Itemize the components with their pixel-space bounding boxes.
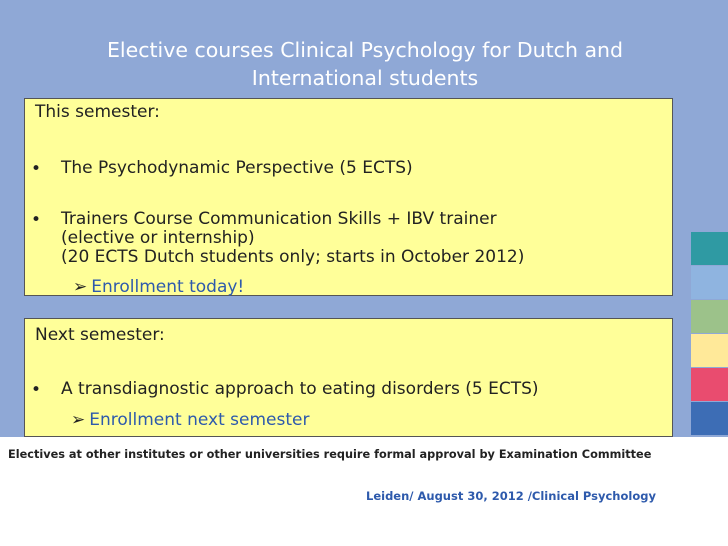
title-line-2: International students [251,66,479,90]
color-bar [691,368,728,401]
course-trainers-line-2: (elective or internship) [61,228,255,248]
course-trainers-line-1: Trainers Course Communication Skills + IBV trainer [61,209,497,229]
bullet-dot-icon: • [31,210,42,230]
enrollment-next-link[interactable]: Enrollment next semester [89,410,310,430]
footnote: Electives at other institutes or other universities require formal approval by Examination Committee [8,448,652,461]
this-semester-box [24,98,673,296]
title-line-1: Elective courses Clinical Psychology for Dutch and [106,38,624,62]
enrollment-today-item [73,277,244,297]
arrow-bullet-icon: ➢ [73,277,88,297]
slide-title [20,36,710,92]
enrollment-today-link[interactable]: Enrollment today! [91,277,245,297]
footer-credit: Leiden/ August 30, 2012 /Clinical Psychology [366,489,656,503]
course-eating-disorders: A transdiagnostic approach to eating disorders (5 ECTS) [61,379,539,399]
course-trainers-line-3: (20 ECTS Dutch students only; starts in October 2012) [61,247,525,267]
bullet-dot-icon: • [31,380,42,400]
this-semester-heading: This semester: [35,102,160,122]
color-bar [691,402,728,435]
enrollment-next-item [71,410,309,430]
next-semester-heading: Next semester: [35,325,165,345]
course-psychodynamic: The Psychodynamic Perspective (5 ECTS) [61,158,413,178]
arrow-bullet-icon: ➢ [71,410,86,430]
bullet-dot-icon: • [31,159,42,179]
next-semester-box [24,318,673,437]
color-bar [691,334,728,367]
color-bar [691,300,728,333]
color-bar [691,266,728,299]
decorative-color-bars [691,232,728,436]
color-bar [691,232,728,265]
